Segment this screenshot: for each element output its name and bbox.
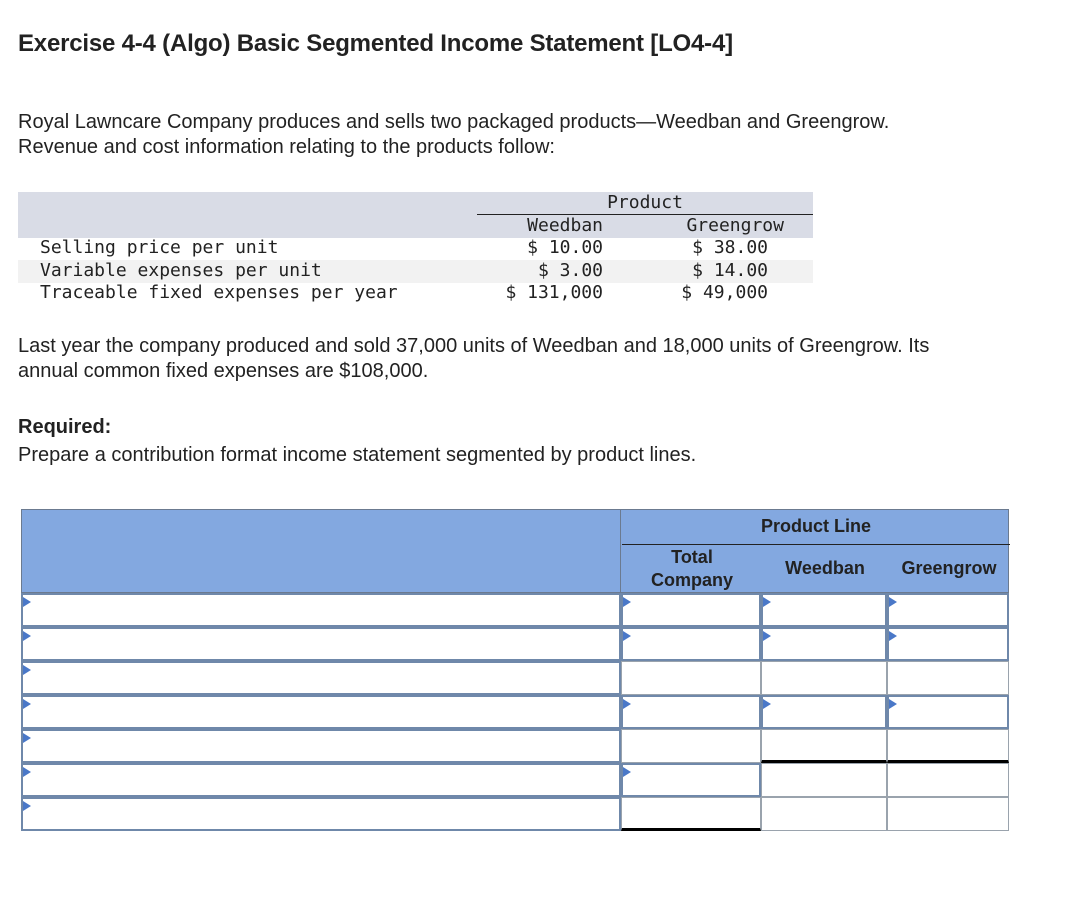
- input-marker-icon: [763, 631, 771, 641]
- weedban-input[interactable]: [761, 661, 887, 695]
- dropdown-marker-icon: [23, 801, 31, 811]
- greengrow-input[interactable]: [887, 763, 1009, 797]
- input-marker-icon: [889, 597, 897, 607]
- weedban-input[interactable]: [761, 695, 887, 729]
- product-line-rule: [622, 544, 1010, 545]
- required-text: Prepare a contribution format income statement segmented by product lines.: [18, 444, 697, 466]
- total-header-line1: Total: [671, 547, 713, 567]
- greengrow-header: Greengrow: [901, 558, 997, 578]
- input-marker-icon: [623, 631, 631, 641]
- dropdown-marker-icon: [23, 665, 31, 675]
- row-label-dropdown[interactable]: [21, 661, 621, 695]
- given-greengrow-value: $ 49,000: [681, 282, 768, 303]
- given-weedban-value: $ 10.00: [527, 237, 603, 258]
- input-marker-icon: [623, 699, 631, 709]
- weedban-input[interactable]: [761, 729, 887, 763]
- given-row-label: Variable expenses per unit: [40, 260, 322, 281]
- greengrow-input[interactable]: [887, 797, 1009, 831]
- given-weedban-value: $ 131,000: [505, 282, 603, 303]
- given-greengrow-value: $ 38.00: [692, 237, 768, 258]
- statement-row: [21, 763, 1009, 797]
- statement-row: [21, 627, 1009, 661]
- total-company-header: [622, 546, 762, 592]
- weedban-header: Weedban: [785, 558, 865, 578]
- total-company-input[interactable]: [621, 661, 761, 695]
- product-header: Product: [607, 192, 683, 213]
- dropdown-marker-icon: [23, 733, 31, 743]
- statement-row: [21, 729, 1009, 763]
- page-title: Exercise 4-4 (Algo) Basic Segmented Income Statement [LO4-4]: [18, 30, 733, 57]
- greengrow-input[interactable]: [887, 627, 1009, 661]
- given-row-label: Selling price per unit: [40, 237, 279, 258]
- given-weedban-value: $ 3.00: [537, 260, 603, 281]
- row-label-dropdown[interactable]: [21, 763, 621, 797]
- header-divider: [620, 510, 621, 594]
- answer-grid-header: [21, 509, 1009, 593]
- total-company-input[interactable]: [621, 729, 761, 763]
- dropdown-marker-icon: [23, 767, 31, 777]
- statement-row: [21, 695, 1009, 729]
- statement-row: [21, 593, 1009, 627]
- weedban-input[interactable]: [761, 627, 887, 661]
- total-company-input[interactable]: [621, 627, 761, 661]
- row-label-dropdown[interactable]: [21, 797, 621, 831]
- weedban-input[interactable]: [761, 763, 887, 797]
- given-row-label: Traceable fixed expenses per year: [40, 282, 398, 303]
- input-marker-icon: [623, 767, 631, 777]
- dropdown-marker-icon: [23, 631, 31, 641]
- required-label: Required:: [18, 416, 112, 438]
- row-label-dropdown[interactable]: [21, 695, 621, 729]
- dropdown-marker-icon: [23, 597, 31, 607]
- input-marker-icon: [763, 597, 771, 607]
- total-company-input[interactable]: [621, 763, 761, 797]
- input-marker-icon: [763, 699, 771, 709]
- intro-text: Royal Lawncare Company produces and sells two packaged products—Weedban and Greengrow. Revenue and cost information relating to the products follow:: [18, 111, 890, 158]
- col-greengrow-header: Greengrow: [686, 215, 784, 236]
- total-company-input[interactable]: [621, 695, 761, 729]
- input-marker-icon: [889, 631, 897, 641]
- answer-grid: [21, 509, 1009, 835]
- greengrow-input[interactable]: [887, 729, 1009, 763]
- input-marker-icon: [623, 597, 631, 607]
- col-weedban-header: Weedban: [527, 215, 603, 236]
- product-line-header: Product Line: [760, 516, 871, 536]
- given-data-table: [18, 192, 813, 306]
- row-label-dropdown[interactable]: [21, 593, 621, 627]
- row-label-dropdown[interactable]: [21, 729, 621, 763]
- facts-text: Last year the company produced and sold 37,000 units of Weedban and 18,000 units of Greengrow. Its annual common fixed expenses are $108,000.: [18, 335, 930, 382]
- dropdown-marker-icon: [23, 699, 31, 709]
- statement-row: [21, 661, 1009, 695]
- greengrow-input[interactable]: [887, 661, 1009, 695]
- weedban-input[interactable]: [761, 593, 887, 627]
- total-header-line2: Company: [650, 570, 733, 590]
- input-marker-icon: [889, 699, 897, 709]
- total-company-input[interactable]: [621, 797, 761, 831]
- row-label-dropdown[interactable]: [21, 627, 621, 661]
- weedban-input[interactable]: [761, 797, 887, 831]
- given-greengrow-value: $ 14.00: [692, 260, 768, 281]
- total-company-input[interactable]: [621, 593, 761, 627]
- greengrow-input[interactable]: [887, 593, 1009, 627]
- statement-row: [21, 797, 1009, 831]
- greengrow-input[interactable]: [887, 695, 1009, 729]
